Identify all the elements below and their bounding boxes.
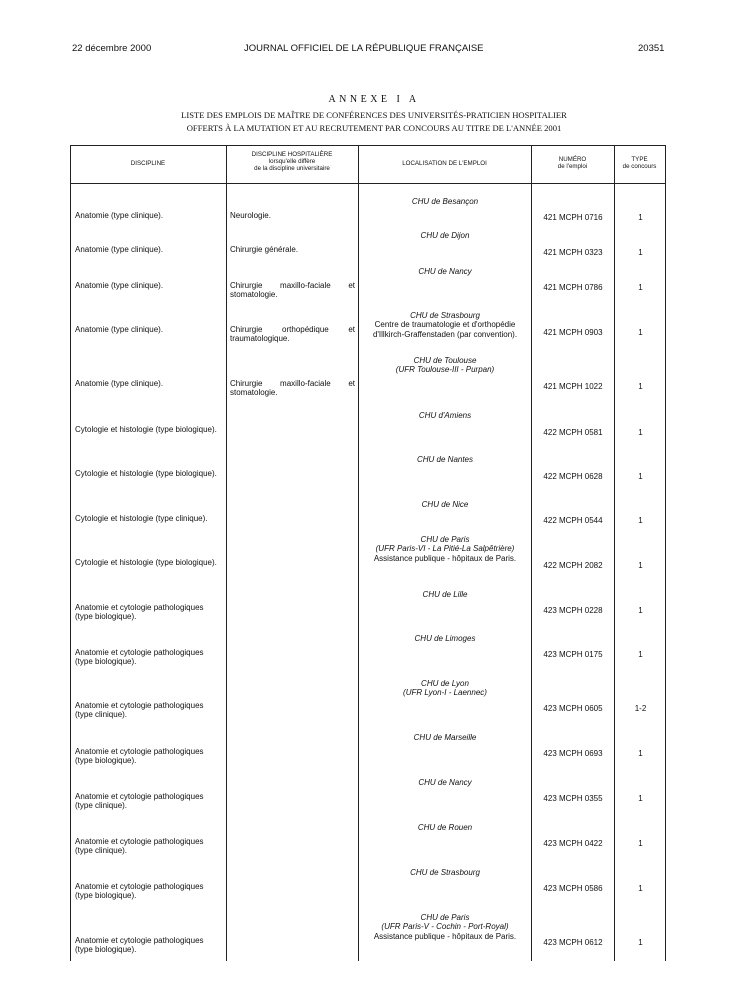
- table-row-localisation: [360, 634, 530, 643]
- site-name: Centre de traumatologie et d'orthopédie d'Illkirch-Graffenstaden (par convention).: [372, 320, 518, 339]
- table-row-discipline-hospitaliere: Chirurgie maxillo-faciale et stomatologie.: [230, 281, 355, 300]
- chu-name: CHU de Strasbourg: [410, 868, 480, 877]
- table-top-border: [70, 145, 666, 146]
- table-row-numero: 423 MCPH 0228: [543, 606, 603, 615]
- column-divider: [226, 145, 227, 961]
- table-row-localisation: [360, 913, 530, 941]
- table-row-discipline: Anatomie et cytologie pathologiques (type biologique).: [75, 936, 204, 955]
- table-row-localisation: [360, 455, 530, 464]
- ufr-name: (UFR Lyon-I - Laennec): [403, 688, 487, 698]
- table-row-discipline: Anatomie (type clinique).: [75, 379, 164, 388]
- column-divider: [614, 145, 615, 961]
- table-row-type: 1: [638, 472, 643, 481]
- chu-name: CHU de Nantes: [416, 455, 474, 464]
- table-row-localisation: [360, 197, 530, 206]
- table-row-localisation: [360, 868, 530, 877]
- table-row-discipline: Cytologie et histologie (type biologique).: [75, 425, 217, 434]
- column-header-discipline-hospitaliere: [226, 151, 358, 173]
- table-row-type: 1: [638, 938, 643, 947]
- table-row-discipline: Anatomie (type clinique).: [75, 325, 164, 334]
- table-row-localisation: [360, 311, 530, 339]
- table-row-discipline: Anatomie et cytologie pathologiques (type clinique).: [75, 701, 204, 720]
- table-row-type: 1: [638, 561, 643, 570]
- table-row-discipline-hospitaliere: Chirurgie générale.: [230, 245, 299, 254]
- table-row-type: 1: [638, 283, 643, 292]
- column-header-discipline: DISCIPLINE: [130, 160, 166, 167]
- table-row-localisation: [360, 500, 530, 509]
- table-row-type: 1: [638, 749, 643, 758]
- table-row-discipline: Anatomie et cytologie pathologiques (type clinique).: [75, 792, 204, 811]
- table-row-type: 1: [638, 248, 643, 257]
- table-row-numero: 422 MCPH 0581: [543, 428, 603, 437]
- page-number: 20351: [638, 43, 665, 54]
- chu-name: CHU de Lyon: [421, 679, 469, 688]
- chu-name: CHU de Nancy: [418, 778, 472, 787]
- table-row-discipline: Anatomie (type clinique).: [75, 211, 164, 220]
- chu-name: CHU de Nancy: [418, 267, 472, 276]
- chu-name: CHU de Toulouse: [413, 356, 477, 365]
- table-row-localisation: [360, 356, 530, 375]
- column-divider: [358, 145, 359, 961]
- document-title-line-2: OFFERTS À LA MUTATION ET AU RECRUTEMENT PAR CONCOURS AU TITRE DE L'ANNÉE 2001: [186, 123, 562, 133]
- table-row-type: 1: [638, 650, 643, 659]
- column-header-line: TYPE: [631, 156, 648, 163]
- table-row-numero: 422 MCPH 0628: [543, 472, 603, 481]
- column-header-line: NUMÉRO: [558, 156, 587, 163]
- ufr-name: (UFR Toulouse-III - Purpan): [395, 365, 495, 375]
- table-row-numero: 423 MCPH 0693: [543, 749, 603, 758]
- chu-name: CHU de Limoges: [414, 634, 476, 643]
- ufr-name: (UFR Paris-V - Cochin - Port-Royal): [381, 922, 509, 932]
- table-row-discipline: Anatomie et cytologie pathologiques (type biologique).: [75, 747, 204, 766]
- annexe-heading: ANNEXE I A: [328, 94, 420, 105]
- table-row-discipline-hospitaliere: Chirurgie maxillo-faciale et stomatologie.: [230, 379, 355, 398]
- column-header-numero: [531, 156, 614, 170]
- table-row-type: 1: [638, 213, 643, 222]
- table-row-numero: 421 MCPH 0716: [543, 213, 603, 222]
- table-row-discipline: Anatomie et cytologie pathologiques (type biologique).: [75, 603, 204, 622]
- chu-name: CHU de Marseille: [413, 733, 477, 742]
- table-row-discipline: Anatomie (type clinique).: [75, 245, 164, 254]
- table-row-localisation: [360, 823, 530, 832]
- table-row-discipline: Cytologie et histologie (type biologique).: [75, 558, 217, 567]
- table-row-localisation: [360, 590, 530, 599]
- table-row-numero: 421 MCPH 1022: [543, 382, 603, 391]
- table-row-type: 1: [638, 382, 643, 391]
- column-header-localisation: LOCALISATION DE L'EMPLOI: [402, 160, 487, 167]
- table-row-discipline-hospitaliere: Neurologie.: [230, 211, 271, 220]
- table-row-numero: 422 MCPH 0544: [543, 516, 603, 525]
- chu-name: CHU de Strasbourg: [410, 311, 480, 320]
- emplois-table: [70, 145, 666, 961]
- chu-name: CHU de Nice: [421, 500, 469, 509]
- table-row-numero: 421 MCPH 0786: [543, 283, 603, 292]
- column-header-line: lorsqu'elle diffère: [268, 158, 316, 166]
- table-row-discipline: Anatomie (type clinique).: [75, 281, 164, 290]
- table-row-discipline: Cytologie et histologie (type biologique).: [75, 469, 217, 478]
- table-row-discipline-hospitaliere: Chirurgie orthopédique et traumatologique.: [230, 325, 355, 344]
- table-row-type: 1: [638, 794, 643, 803]
- table-row-type: 1: [638, 884, 643, 893]
- table-row-numero: 423 MCPH 0605: [543, 704, 603, 713]
- table-row-type: 1: [638, 428, 643, 437]
- table-row-numero: 423 MCPH 0355: [543, 794, 603, 803]
- table-row-discipline: Anatomie et cytologie pathologiques (type biologique).: [75, 882, 204, 901]
- document-title-line-1: LISTE DES EMPLOIS DE MAÎTRE DE CONFÉRENCES DES UNIVERSITÉS-PRATICIEN HOSPITALIER: [181, 110, 567, 120]
- table-row-localisation: [360, 679, 530, 698]
- table-row-localisation: [360, 733, 530, 742]
- table-row-localisation: [360, 411, 530, 420]
- column-header-line: DISCIPLINE HOSPITALIÈRE: [251, 151, 333, 158]
- chu-name: CHU de Dijon: [420, 231, 470, 240]
- table-row-type: 1-2: [634, 704, 647, 713]
- table-row-type: 1: [638, 839, 643, 848]
- column-header-line: de la discipline universitaire: [254, 165, 330, 173]
- table-header-border: [70, 183, 666, 184]
- site-name: Assistance publique - hôpitaux de Paris.: [373, 931, 517, 941]
- table-row-numero: 423 MCPH 0175: [543, 650, 603, 659]
- table-row-discipline: Anatomie et cytologie pathologiques (type biologique).: [75, 648, 204, 667]
- chu-name: CHU d'Amiens: [418, 411, 472, 420]
- column-header-line: de concours: [622, 163, 657, 171]
- table-row-localisation: [360, 267, 530, 276]
- table-row-discipline: Cytologie et histologie (type clinique).: [75, 514, 208, 523]
- table-row-numero: 423 MCPH 0586: [543, 884, 603, 893]
- chu-name: CHU de Rouen: [417, 823, 473, 832]
- site-name: Assistance publique - hôpitaux de Paris.: [373, 553, 517, 563]
- table-row-numero: 423 MCPH 0612: [543, 938, 603, 947]
- column-header-type: [614, 156, 665, 170]
- table-row-type: 1: [638, 516, 643, 525]
- chu-name: CHU de Paris: [420, 535, 470, 544]
- table-row-numero: 422 MCPH 2082: [543, 561, 603, 570]
- table-row-localisation: [360, 231, 530, 240]
- column-divider: [665, 145, 666, 961]
- journal-title: JOURNAL OFFICIEL DE LA RÉPUBLIQUE FRANÇAISE: [244, 43, 484, 54]
- column-divider: [70, 145, 71, 961]
- table-row-numero: 421 MCPH 0323: [543, 248, 603, 257]
- chu-name: CHU de Besançon: [411, 197, 479, 206]
- table-row-type: 1: [638, 328, 643, 337]
- column-header-line: de l'emploi: [557, 163, 588, 171]
- chu-name: CHU de Lille: [422, 590, 468, 599]
- table-row-discipline: Anatomie et cytologie pathologiques (type clinique).: [75, 837, 204, 856]
- ufr-name: (UFR Paris-VI - La Pitié-La Salpêtrière): [375, 544, 515, 554]
- chu-name: CHU de Paris: [420, 913, 470, 922]
- table-row-numero: 421 MCPH 0903: [543, 328, 603, 337]
- table-row-numero: 423 MCPH 0422: [543, 839, 603, 848]
- page-date: 22 décembre 2000: [72, 43, 152, 54]
- table-row-localisation: [360, 778, 530, 787]
- table-row-localisation: [360, 535, 530, 563]
- table-row-type: 1: [638, 606, 643, 615]
